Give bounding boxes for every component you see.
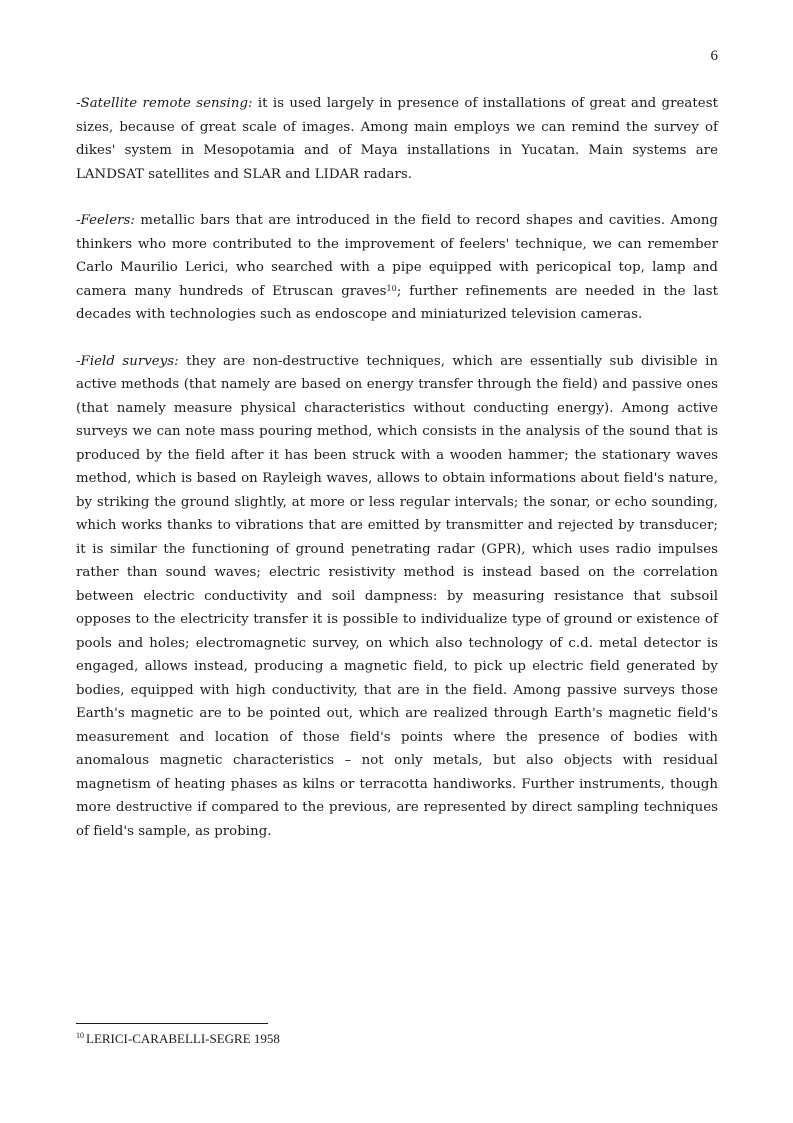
paragraph-lead: -Field surveys: xyxy=(76,353,179,369)
paragraph-lead: -Satellite remote sensing: xyxy=(76,96,253,111)
footnote-separator xyxy=(76,1023,268,1024)
footnote-reference[interactable]: 10 xyxy=(386,283,397,293)
paragraph-feelers xyxy=(76,209,718,327)
paragraph-body: it is used largely in presence of installations of great and greatest sizes, because of great scale of images. Among main employs we can remind the survey of dikes' system in Mesopotamia and of Maya installations in Yucatan. Main systems are LANDSAT satellites and SLAR and LIDAR radars. xyxy=(76,96,718,182)
paragraph-body: they are non-destructive techniques, which are essentially sub divisible in active methods (that namely are based on energy transfer through the field) and passive ones (that namely measure physical characteristics without conducting energy). Among active surveys we can note mass pouring method, which consists in the analysis of the sound that is produced by the field after it has been struck with a wooden hammer; the stationary waves method, which is based on Rayleigh waves, allows to obtain informations about field's nature, by striking the ground slightly, at more or less regular intervals; the sonar, or echo sounding, which works thanks to vibrations that are emitted by transmitter and rejected by transducer; it is similar the functioning of ground penetrating radar (GPR), which uses radio impulses rather than sound waves; electric resistivity method is instead based on the correlation between electric conductivity and soil dampness: by measuring resistance that subsoil opposes to the electricity transfer it is possible to individualize type of ground or existence of pools and holes; electromagnetic survey, on which also technology of c.d. metal detector is engaged, allows instead, producing a magnetic field, to pick up electric field generated by bodies, equipped with high conductivity, that are in the field. Among passive surveys those Earth's magnetic are to be pointed out, which are realized through Earth's magnetic field's measurement and location of those field's points where the presence of bodies with anomalous magnetic characteristics – not only metals, but also objects with residual magnetism of heating phases as kilns or terracotta handiworks. Further instruments, though more destructive if compared to the previous, are represented by direct sampling techniques of field's sample, as probing. xyxy=(76,353,718,839)
footnote-text: LERICI-CARABELLI-SEGRE 1958 xyxy=(86,1031,280,1046)
paragraph-lead: -Feelers: xyxy=(76,213,135,228)
paragraph-satellite-remote-sensing xyxy=(76,92,718,186)
body-text xyxy=(76,92,718,866)
page-number: 6 xyxy=(710,48,718,64)
paragraph-field-surveys xyxy=(76,350,718,844)
paragraph-body: metallic bars that are introduced in the field to record shapes and cavities. Among thinkers who more contributed to the improvement of feelers' technique, we can remember Carlo Maurilio Lerici, who searched with a pipe equipped with pericopical top, lamp and camera many hundreds of Etruscan graves xyxy=(76,213,718,299)
paragraph-body-continued: ; further refinements are needed in the last decades with technologies such as endoscope and miniaturized television cameras. xyxy=(76,283,718,322)
footnote xyxy=(76,1031,718,1047)
footnote-number: 10 xyxy=(76,1031,84,1040)
